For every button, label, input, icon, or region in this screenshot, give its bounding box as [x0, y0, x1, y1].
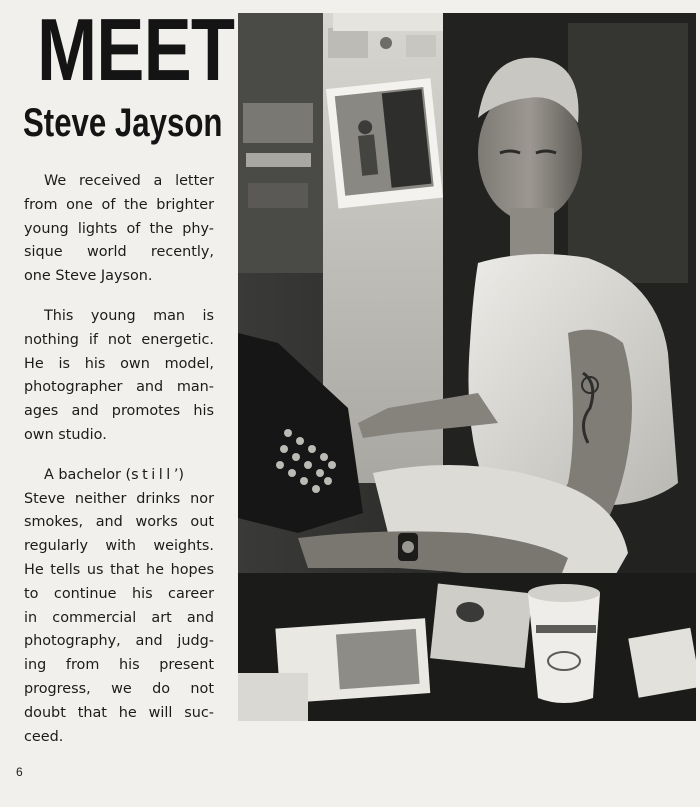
text-line: to continue his career [24, 585, 214, 602]
text-line: in commercial art and [24, 609, 214, 626]
text-line: regularly with weights. [24, 538, 214, 555]
text-line: photographer and man- [24, 379, 214, 396]
text-line: young lights of the phy- [24, 220, 214, 237]
headline-meet: MEET [37, 0, 235, 99]
article-paragraph-1 [24, 170, 214, 289]
text-line: This young man is [44, 307, 214, 324]
article-body [24, 170, 214, 765]
text-fragment-still: still [131, 466, 174, 483]
text-line: Steve neither drinks nor [24, 490, 214, 507]
article-paragraph-2 [24, 305, 214, 448]
text-line: We received a letter [44, 173, 214, 189]
text-line: He is his own model, [24, 355, 214, 372]
text-line: nothing if not energetic. [24, 331, 214, 348]
portrait-photo-drawing [238, 13, 696, 721]
text-fragment: A bachelor ( [44, 466, 132, 483]
headline-name: Steve Jayson [23, 101, 223, 145]
portrait-photo [238, 13, 696, 721]
text-line: own studio. [24, 426, 107, 443]
text-line: ceed. [24, 728, 64, 745]
text-line: photography, and judg- [24, 633, 214, 650]
text-line: sique world recently, [24, 244, 214, 261]
text-line [24, 464, 214, 488]
text-line: smokes, and works out [24, 514, 214, 531]
text-line: doubt that he will suc- [24, 704, 214, 721]
page-number: 6 [16, 765, 23, 779]
article-paragraph-3 [24, 464, 214, 750]
text-fragment: ’) [173, 466, 185, 483]
text-line: progress, we do not [24, 680, 214, 697]
text-line: ages and promotes his [24, 403, 214, 420]
text-line: from one of the brighter [24, 196, 214, 213]
text-line: He tells us that he hopes [24, 561, 214, 578]
text-line: ing from his present [24, 657, 214, 674]
text-line: one Steve Jayson. [24, 268, 153, 285]
